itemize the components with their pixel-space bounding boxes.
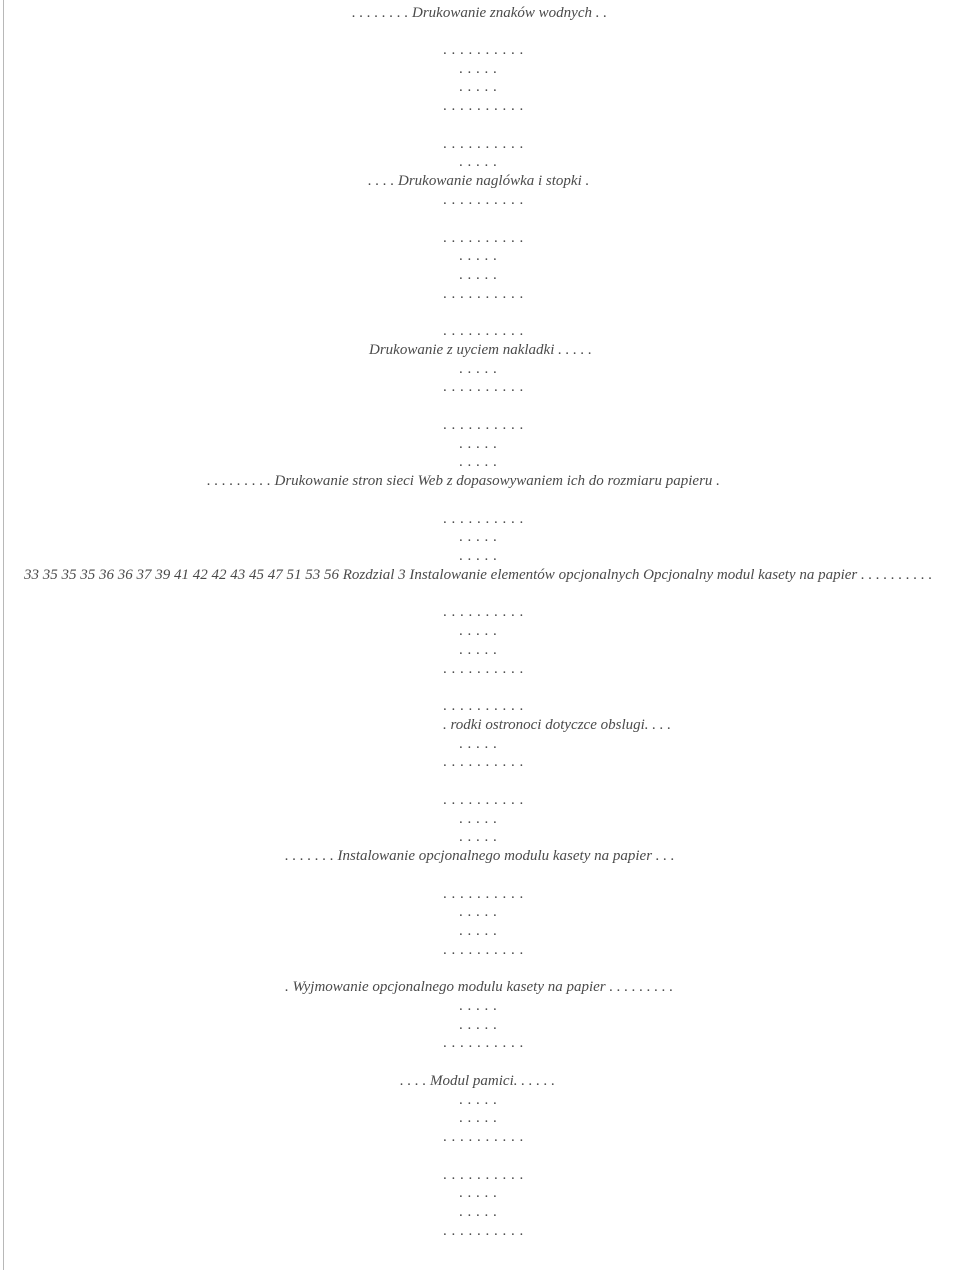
toc-dots-line: . . . . . . . . . . xyxy=(443,942,524,958)
toc-dots-line: . . . . . xyxy=(459,811,498,827)
toc-dots-line: . . . . . xyxy=(459,79,498,95)
toc-dots-line: . . . . . . . . . . xyxy=(443,604,524,620)
toc-dots-line: . . . . . . . . . . xyxy=(443,230,524,246)
toc-dots-line: . . . . . . . . . . xyxy=(443,42,524,58)
toc-dots-line: . . . . . xyxy=(459,623,498,639)
toc-dots-line: . . . . . xyxy=(459,736,498,752)
toc-entry-remove-tray[interactable]: . Wyjmowanie opcjonalnego modulu kasety na papier . . . . . . . . . xyxy=(285,979,674,995)
toc-entry-safety[interactable]: . rodki ostronoci dotyczce obslugi. . . . xyxy=(443,717,672,733)
toc-entry-overlay[interactable]: Drukowanie z uyciem nakladki . . . . . xyxy=(369,342,592,358)
toc-dots-line: . . . . . . . . . . xyxy=(443,286,524,302)
toc-dots-line: . . . . . . . . . . xyxy=(443,379,524,395)
toc-entry-memory-module[interactable]: . . . . Modul pamici. . . . . . xyxy=(400,1073,555,1089)
toc-dots-line: . . . . . . . . . . xyxy=(443,1129,524,1145)
toc-dots-line: . . . . . xyxy=(459,1017,498,1033)
toc-dots-line: . . . . . xyxy=(459,923,498,939)
toc-dots-line: . . . . . . . . . . xyxy=(443,136,524,152)
toc-dots-line: . . . . . xyxy=(459,248,498,264)
toc-dots-line: . . . . . xyxy=(459,529,498,545)
toc-dots-line: . . . . . . . . . . xyxy=(443,98,524,114)
toc-entry-web-pages[interactable]: . . . . . . . . . Drukowanie stron sieci Web z dopasowywaniem ich do rozmiaru papieru . xyxy=(207,473,720,489)
toc-entry-chapter-3[interactable]: 33 35 35 35 36 36 37 39 41 42 42 43 45 47 51 53 56 Rozdzial 3 Instalowanie elementów opcjonalnych Opcjonalny modul kasety na papier . . . . . . . . . . xyxy=(24,567,933,583)
toc-dots-line: . . . . . . . . . . xyxy=(443,1167,524,1183)
toc-dots-line: . . . . . xyxy=(459,1092,498,1108)
toc-dots-line: . . . . . xyxy=(459,1204,498,1220)
toc-dots-line: . . . . . xyxy=(459,61,498,77)
toc-dots-line: . . . . . xyxy=(459,154,498,170)
toc-dots-line: . . . . . . . . . . xyxy=(443,754,524,770)
toc-dots-line: . . . . . xyxy=(459,829,498,845)
toc-dots-line: . . . . . xyxy=(459,361,498,377)
toc-dots-line: . . . . . xyxy=(459,1185,498,1201)
toc-dots-line: . . . . . . . . . . xyxy=(443,417,524,433)
toc-dots-line: . . . . . xyxy=(459,548,498,564)
toc-entry-header-footer[interactable]: . . . . Drukowanie naglówka i stopki . xyxy=(368,173,590,189)
toc-dots-line: . . . . . . . . . . xyxy=(443,661,524,677)
toc-entry-watermarks[interactable]: . . . . . . . . Drukowanie znaków wodnych . . xyxy=(352,5,607,21)
toc-entry-install-tray[interactable]: . . . . . . . Instalowanie opcjonalnego modulu kasety na papier . . . xyxy=(285,848,675,864)
toc-dots-line: . . . . . . . . . . xyxy=(443,886,524,902)
toc-dots-line: . . . . . . . . . . xyxy=(443,1223,524,1239)
toc-dots-line: . . . . . xyxy=(459,998,498,1014)
toc-dots-line: . . . . . xyxy=(459,904,498,920)
toc-dots-line: . . . . . xyxy=(459,267,498,283)
toc-dots-line: . . . . . . . . . . xyxy=(443,192,524,208)
toc-dots-line: . . . . . xyxy=(459,436,498,452)
toc-dots-line: . . . . . . . . . . xyxy=(443,323,524,339)
toc-dots-line: . . . . . xyxy=(459,454,498,470)
toc-dots-line: . . . . . . . . . . xyxy=(443,1035,524,1051)
toc-dots-line: . . . . . . . . . . xyxy=(443,698,524,714)
toc-dots-line: . . . . . . . . . . xyxy=(443,511,524,527)
toc-dots-line: . . . . . xyxy=(459,642,498,658)
toc-dots-line: . . . . . xyxy=(459,1110,498,1126)
toc-dots-line: . . . . . . . . . . xyxy=(443,792,524,808)
